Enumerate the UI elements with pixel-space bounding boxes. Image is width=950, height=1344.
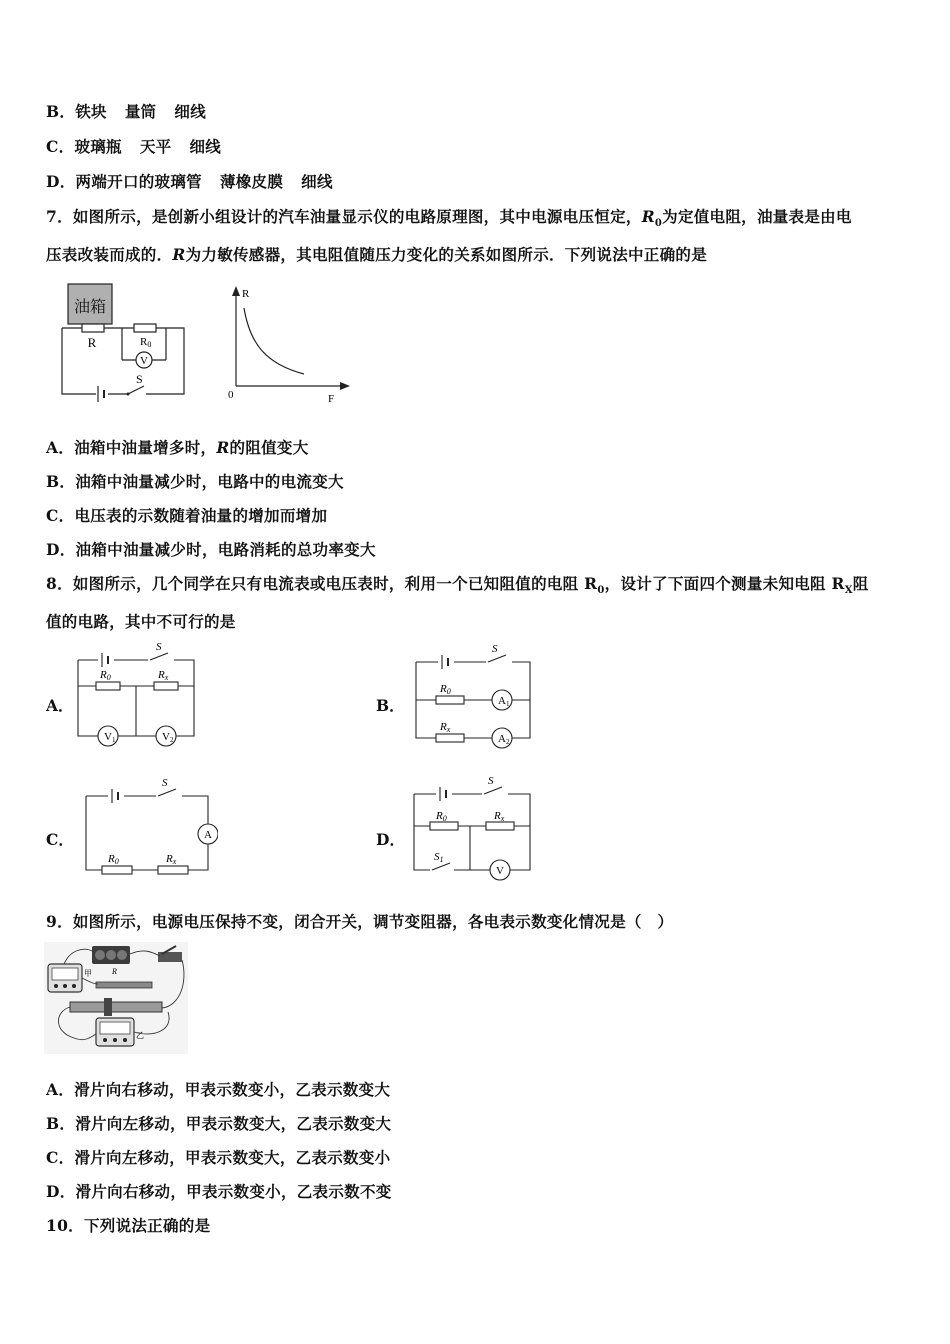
- option-item: 细线: [174, 102, 207, 121]
- subscript: 0: [597, 585, 605, 597]
- origin-label: 0: [228, 389, 234, 401]
- resistor-r: [82, 324, 104, 332]
- option-letter: B．: [46, 472, 76, 491]
- r-label: R: [112, 967, 117, 976]
- q8-label-c: C．: [46, 830, 74, 849]
- q7-option-c: [46, 504, 327, 526]
- option-letter: B．: [46, 102, 76, 121]
- r0-symbol: R: [641, 207, 655, 226]
- q8-circuit-c: [78, 774, 218, 882]
- option-letter: C．: [46, 506, 75, 525]
- q8-circuit-d: [408, 772, 538, 884]
- voltmeter-label: V: [140, 355, 148, 367]
- resistor-r0: [102, 866, 132, 874]
- q10-stem: [46, 1214, 210, 1236]
- r-symbol: R: [172, 245, 186, 264]
- q9-apparatus-figure: [44, 942, 188, 1054]
- q7-rf-graph: [222, 284, 354, 406]
- stem-text: 压表改装而成的．: [46, 245, 173, 264]
- bulb-holder: [96, 982, 152, 988]
- stem-text: 9．如图所示，电源电压保持不变，闭合开关，调节变阻器，各电表示数变化情况是（ ）: [46, 912, 674, 931]
- q7-stem-line2: [46, 243, 707, 265]
- rheostat-icon: [70, 1002, 162, 1012]
- rx-label: Rx: [440, 721, 451, 734]
- stem-text: 8．如图所示，几个同学在只有电流表或电压表时，利用一个已知阻值的电阻 R: [46, 574, 598, 593]
- q7-stem-line1: [46, 205, 852, 229]
- resistor-r0: [134, 324, 156, 332]
- option-letter: B．: [46, 1114, 76, 1133]
- axis-y-label: R: [242, 288, 250, 300]
- option-text: 油箱中油量减少时，电路消耗的总功率变大: [75, 540, 376, 559]
- switch-label: S: [136, 372, 143, 386]
- ammeter-label: A: [204, 829, 212, 841]
- r0-label: R0: [440, 683, 451, 696]
- yi-label: 乙: [136, 1031, 144, 1040]
- stem-text: ，设计了下面四个测量未知电阻 R: [604, 574, 845, 593]
- oil-tank-label: 油箱: [73, 299, 107, 316]
- voltmeter-label: V: [496, 865, 504, 877]
- q9-option-a: [46, 1078, 390, 1100]
- q8-label-b: B．: [376, 696, 405, 715]
- resistor-r0: [436, 696, 464, 704]
- option-item: 薄橡皮膜: [219, 172, 284, 191]
- q9-option-b: [46, 1112, 391, 1134]
- rx-label: Rx: [158, 669, 169, 682]
- rx-label: Rx: [166, 853, 177, 866]
- rx-label: Rx: [494, 810, 505, 823]
- r0-label: R0: [140, 336, 152, 349]
- r0-label: R0: [100, 669, 111, 682]
- q7-option-a: [46, 436, 309, 458]
- switch-label: S: [492, 643, 498, 655]
- option-item: 玻璃瓶: [74, 137, 122, 156]
- resistor-rx: [158, 866, 188, 874]
- q8-circuit-a: [70, 640, 202, 750]
- option-text: 滑片向右移动，甲表示数变小，乙表示数不变: [75, 1182, 392, 1201]
- stem-text: 值的电路，其中不可行的是: [46, 612, 236, 631]
- a2-label: A2: [498, 733, 510, 746]
- option-item: 铁块: [75, 102, 107, 121]
- option-item: 天平: [139, 137, 172, 156]
- q7-option-d: [46, 538, 376, 560]
- stem-text: 阻: [852, 574, 869, 593]
- jia-label: 甲: [84, 969, 92, 978]
- option-letter: C．: [46, 1148, 75, 1167]
- rf-curve: [244, 308, 304, 374]
- q6-option-d: [46, 170, 333, 192]
- resistor-r0: [430, 822, 458, 830]
- r-label: R: [87, 335, 97, 350]
- stem-text: 为力敏传感器，其电阻值随压力变化的关系如图所示．下列说法中正确的是: [185, 245, 707, 264]
- resistor-rx: [486, 822, 514, 830]
- stem-text: 7．如图所示，是创新小组设计的汽车油量显示仪的电路原理图，其中电源电压恒定，: [46, 207, 642, 226]
- q7-option-b: [46, 470, 344, 492]
- q8-label-a: A．: [46, 696, 74, 715]
- q8-label-d: D．: [376, 830, 405, 849]
- option-item: 量筒: [124, 102, 157, 121]
- v2-label: V2: [162, 731, 174, 744]
- stem-text: 10．下列说法正确的是: [46, 1216, 211, 1235]
- r0-label: R0: [436, 810, 447, 823]
- resistor-r0: [96, 682, 120, 690]
- switch-icon: [158, 952, 182, 962]
- s1-label: S1: [434, 851, 444, 864]
- option-letter: A．: [46, 438, 75, 457]
- option-text: 滑片向左移动，甲表示数变大，乙表示数变小: [74, 1148, 391, 1167]
- switch-label: S: [488, 775, 494, 787]
- subscript: X: [844, 585, 853, 597]
- option-text: 滑片向左移动，甲表示数变大，乙表示数变大: [75, 1114, 392, 1133]
- switch-label: S: [162, 777, 168, 789]
- option-item: 两端开口的玻璃管: [75, 172, 202, 191]
- option-text: 油箱中油量减少时，电路中的电流变大: [75, 472, 344, 491]
- option-letter: D．: [46, 172, 76, 191]
- q6-option-c: [46, 135, 221, 157]
- stem-text: 为定值电阻，油量表是由电: [662, 207, 852, 226]
- q8-circuit-b: [408, 640, 538, 750]
- axis-x-label: F: [328, 393, 335, 405]
- q6-option-b: [46, 100, 206, 122]
- option-text: 油箱中油量增多时，: [74, 438, 217, 457]
- r0-subscript: 0: [654, 218, 663, 230]
- a1-label: A1: [498, 695, 510, 708]
- v1-label: V1: [104, 731, 116, 744]
- option-text: 的阻值变大: [229, 438, 309, 457]
- option-letter: D．: [46, 1182, 76, 1201]
- option-text: 滑片向右移动，甲表示数变小，乙表示数变大: [74, 1080, 391, 1099]
- q9-stem: [46, 910, 673, 932]
- resistor-rx: [436, 734, 464, 742]
- switch-label: S: [156, 641, 162, 653]
- q8-stem-line2: [46, 610, 236, 632]
- q7-circuit-figure: [56, 282, 196, 404]
- r-symbol: R: [216, 438, 230, 457]
- option-text: 电压表的示数随着油量的增加而增加: [74, 506, 328, 525]
- option-letter: A．: [46, 1080, 75, 1099]
- q8-stem-line1: [46, 572, 869, 596]
- q9-option-d: [46, 1180, 392, 1202]
- r0-label: R0: [108, 853, 119, 866]
- option-letter: D．: [46, 540, 76, 559]
- option-item: 细线: [301, 172, 333, 191]
- q9-option-c: [46, 1146, 390, 1168]
- option-item: 细线: [189, 137, 222, 156]
- option-letter: C．: [46, 137, 75, 156]
- resistor-rx: [154, 682, 178, 690]
